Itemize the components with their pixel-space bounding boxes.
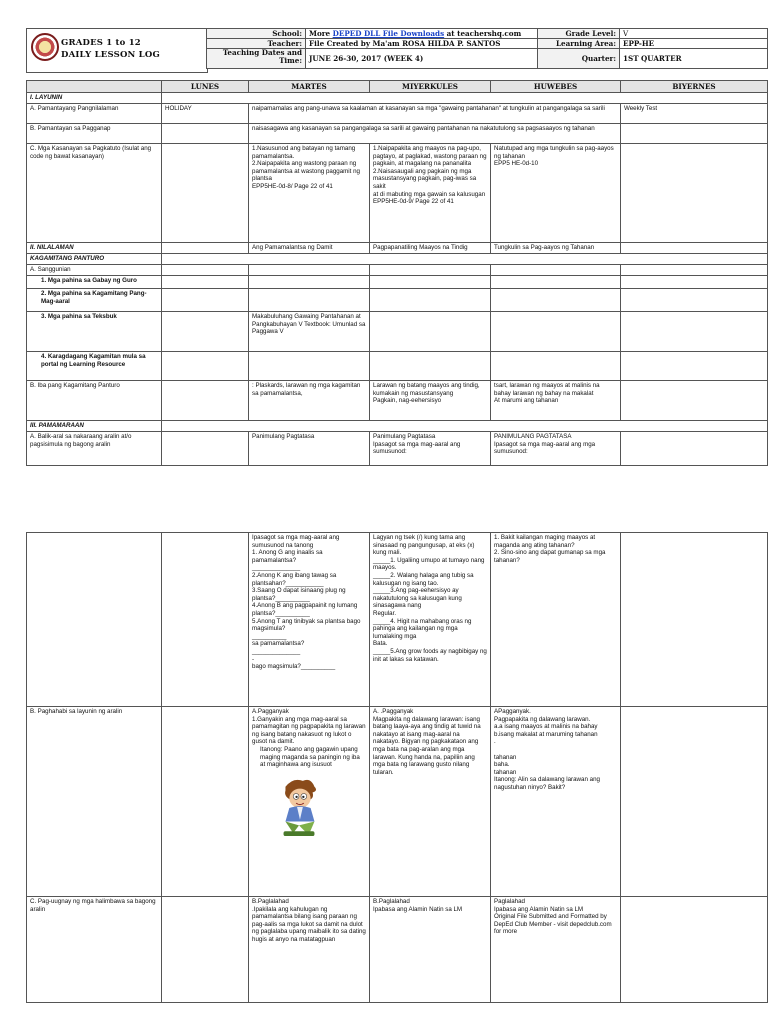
pagganyak-heading: A.Pagganyak	[252, 708, 289, 715]
teacher-label: Teacher:	[207, 39, 306, 49]
row-label-karagdagang-kagamitan: 4. Karagdagang Kagamitan mula sa portal ng Learning Resource	[27, 352, 162, 381]
cell-ii-miyerkules: Pagpapanatiling Maayos na Tindig	[370, 243, 491, 254]
cell-bk-miyerkules: Larawan ng batang maayos ang tindig, kumakain ng masustansyang Pagkain, nag-eehersisyo	[370, 381, 491, 421]
cell-a-lunes: HOLIDAY	[162, 104, 249, 124]
boy-cartoon-icon	[270, 777, 328, 839]
corner-cell	[27, 81, 162, 93]
section-nilalaman: II. NILALAMAN	[27, 243, 162, 254]
cell-b-mid: naisasagawa ang kasanayan sa pangangalaga sa sarili at gawaing pantahanan na nakatutulong sa pagsasaayos ng tahanan	[249, 124, 621, 144]
row-label-teksbuk: 3. Mga pahina sa Teksbuk	[27, 312, 162, 352]
deped-dll-link[interactable]: DEPED DLL File Downloads	[332, 29, 445, 38]
row-label-paghahabi: B. Paghahabi sa layunin ng aralin	[27, 707, 162, 897]
title-line-1: GRADES 1 to 12	[61, 38, 141, 48]
cell-ii-huwebes: Tungkulin sa Pag-aayos ng Tahanan	[491, 243, 621, 254]
cell-bk-huwebes: tsart, larawan ng maayos at malinis na bahay larawan ng bahay na makalat At marumi ang tahanan	[491, 381, 621, 421]
day-header-lunes: LUNES	[162, 81, 249, 93]
grade-value: V	[620, 29, 768, 39]
day-header-huwebes: HUWEBES	[491, 81, 621, 93]
row-label-sanggunian: A. Sanggunian	[27, 265, 162, 276]
header-info-table	[206, 28, 768, 69]
grade-label: Grade Level:	[538, 29, 620, 39]
row-label-pag-uugnay: C. Pag-uugnay ng mga halimbawa sa bagong aralin	[27, 897, 162, 1003]
pagganyak-text: 1.Ganyakin ang mga mag-aaral sa pamamagitan ng pagpapakita ng larawan ng isang batang nakasuot ng lukot o gusot na damit.	[252, 715, 366, 746]
row-label-gabay-guro: 1. Mga pahina sa Gabay ng Guro	[27, 276, 162, 289]
section-layunin: I. LAYUNIN	[27, 93, 162, 104]
title-box	[26, 28, 208, 73]
school-label: School:	[207, 29, 306, 39]
lesson-table-part-2	[26, 532, 768, 1003]
cell-teksbuk-martes: Makabuluhang Gawaing Pantahanan at Pangkabuhayan V Textbook: Umunlad sa Paggawa V	[249, 312, 370, 352]
deped-seal-icon	[31, 33, 59, 61]
row-label-pamantayang-pangnilalaman: A. Pamantayang Pangnilalaman	[27, 104, 162, 124]
day-header-martes: MARTES	[249, 81, 370, 93]
cell-bk-martes: : Plaskards, larawan ng mga kagamitan sa pamamalantsa,	[249, 381, 370, 421]
quarter-value: 1ST QUARTER	[620, 49, 768, 69]
area-label: Learning Area:	[538, 39, 620, 49]
cell-a-biyernes: Weekly Test	[621, 104, 768, 124]
cell-cont-a-martes: Ipasagot sa mga mag-aaral ang sumusunod na tanong 1. Anong G ang inaalis sa pamamalantsa? ______________ 2.Anong K ang ibang tawag sa plantsahan?___________ 3.Saang O dapat isinaang plug ng plantsa?__________ 4.Anong B ang pagpapainit ng lumang plantsa?__________ 5.Anong T ang tinibyak sa plantsa bago magsimula? __________ sa pamamalantsa? ______________ - bago magsimula?__________	[249, 533, 370, 707]
row-label-balik-aral: A. Balik-aral sa nakaraang aralin at/o pagsisimula ng bagong aralin	[27, 432, 162, 466]
cell-ii-martes: Ang Pamamalantsa ng Damit	[249, 243, 370, 254]
cell-a-mid: naipamamalas ang pang-unawa sa kaalaman at kasanayan sa mga "gawaing pantahanan" at tungkulin at pangangalaga sa sarili	[249, 104, 621, 124]
cell-cont-c-huwebes: Paglalahad Ipabasa ang Alamin Natin sa LM Original File Submitted and Formatted by DepEd Club Member - visit depedclub.com for more	[491, 897, 621, 1003]
quarter-label: Quarter:	[538, 49, 620, 69]
row-label-pamantayan-sa-pagganap: B. Pamantayan sa Pagganap	[27, 124, 162, 144]
cell-c-huwebes: Natutupad ang mga tungkulin sa pag-aayos ng tahanan EPP5 HE-0d-10	[491, 144, 621, 243]
title-line-2: DAILY LESSON LOG	[61, 50, 160, 60]
day-header-miyerkules: MIYERKULES	[370, 81, 491, 93]
school-value: More DEPED DLL File Downloads at teachershq.com	[306, 29, 538, 39]
dates-value: JUNE 26-30, 2017 (WEEK 4)	[306, 49, 538, 69]
cell-cont-c-martes: B.Paglalahad .Ipakilala ang kahulugan ng pamamalantsa bilang isang paraan ng pag-aalis sa mga lukot sa damit na dulot ng paglalaba upang maibalik ito sa dating hugis at anyo na matatagpuan	[249, 897, 370, 1003]
cell-cont-b-martes	[249, 707, 370, 897]
dates-label: Teaching Dates and Time:	[207, 49, 306, 69]
cell-cont-b-miyerkules: A. .Pagganyak Magpakita ng dalawang larawan: isang batang laaya-aya ang tindig at tuwid na nakatayo at isang mag-aaral na nakatayo. Bigyan ng pagkakataon ang mga bata na pag-aralan ang mga larawan. Kung handa na, papiliin ang mga bata ng larawang gusto nilang tularan.	[370, 707, 491, 897]
row-label-iba-pang-kagamitan: B. Iba pang Kagamitang Panturo	[27, 381, 162, 421]
cell-cont-c-miyerkules: B.Paglalahad Ipabasa ang Alamin Natin sa LM	[370, 897, 491, 1003]
lesson-table-part-1	[26, 80, 768, 466]
cell-cont-a-huwebes: 1. Bakit kailangan maging maayos at maganda ang ating tahanan? 2. Sino-sino ang dapat gumanap sa mga tahanan?	[491, 533, 621, 707]
cell-p1-martes: Panimulang Pagtatasa	[249, 432, 370, 466]
cell-c-miyerkules: 1.Naipapakita ang maayos na pag-upo, pagtayo, at paglakad, wastong paraan ng pagkain, at magalang na pananalita 2.Naisasaugali ang pagkain ng mga masustansyang pagkain, pag-iwas sa sakit at di mabuting mga gawain sa kalusugan EPP5HE-0d-9/ Page 22 of 41	[370, 144, 491, 243]
day-header-biyernes: BIYERNES	[621, 81, 768, 93]
row-label-kagamitang-pang-mag-aaral: 2. Mga pahina sa Kagamitang Pang-Mag-aaral	[27, 289, 162, 312]
cell-p1-huwebes: PANIMULANG PAGTATASA Ipasagot sa mga mag-aaral ang mga sumusunod:	[491, 432, 621, 466]
section-kagamitang: KAGAMITANG PANTURO	[27, 254, 162, 265]
area-value: EPP-HE	[620, 39, 768, 49]
teacher-value: File Created by Ma'am ROSA HILDA P. SANTOS	[306, 39, 538, 49]
cell-cont-a-miyerkules: Lagyan ng tsek (/) kung tama ang sinasaad ng pangungusap, at eks (x) kung mali. _____1. Ugaliing umupo at tumayo nang maayos. _____2. Walang halaga ang tubig sa kalusugan ng isang tao. _____3.Ang pag-eehersisyo ay nakatutulong sa kalusugan kung sinasagawa nang Regular. _____4. Higit na mahabang oras ng pahinga ang kailangan ng mga lumalaking mga Bata. _____5.Ang grow foods ay nagbibigay ng init at lakas sa katawan.	[370, 533, 491, 707]
itanong-text: Itanong: Paano ang gagawin upang maging maganda sa paningin ng iba at maginhawa ang isusuot	[260, 745, 360, 769]
row-label-kasanayan: C. Mga Kasanayan sa Pagkatuto (Isulat ang code ng bawat kasanayan)	[27, 144, 162, 243]
cell-cont-b-huwebes: APagganyak. Pagpapakita ng dalawang larawan. a.a isang maayos at malinis na bahay b.isang makalat at maruming tahanan . tahanan baha. tahanan Itanong: Alin sa dalawang larawan ang nagustuhan ninyo? Bakit?	[491, 707, 621, 897]
cell-p1-miyerkules: Panimulang Pagtatasa Ipasagot sa mga mag-aaral ang sumusunod:	[370, 432, 491, 466]
cell-c-martes: 1.Nasusunod ang batayan ng tamang pamamalantsa. 2.Naipapakita ang wastong paraan ng pamamalantsa at wastong paggamit ng plantsa EPP5HE-0d-8/ Page 22 of 41	[249, 144, 370, 243]
section-pamamaraan: III. PAMAMARAAN	[27, 421, 162, 432]
